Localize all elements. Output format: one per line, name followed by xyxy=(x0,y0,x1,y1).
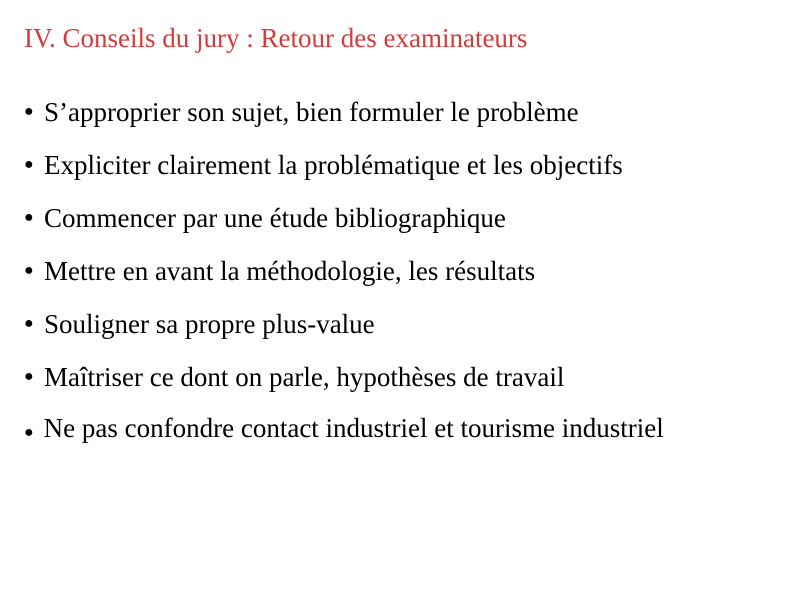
bullet-text: Expliciter clairement la problématique et les objectifs xyxy=(44,150,623,180)
bullet-item xyxy=(24,359,759,395)
bullet-text: Maîtriser ce dont on parle, hypothèses de travail xyxy=(44,362,565,392)
bullet-dot-icon: ● xyxy=(24,315,34,332)
bullet-list xyxy=(24,94,759,412)
bullet-dot-icon: ● xyxy=(24,368,34,385)
bullet-item xyxy=(24,94,759,130)
bullet-dot-icon: ● xyxy=(24,103,34,120)
bullet-item-wrapped xyxy=(24,410,759,451)
bullet-item xyxy=(24,200,759,236)
bullet-item xyxy=(24,253,759,289)
bullet-text: Commencer par une étude bibliographique xyxy=(44,203,506,233)
bullet-text: Ne pas confondre contact industriel et tourisme industriel xyxy=(43,413,664,443)
bullet-dot-icon: ● xyxy=(24,156,34,173)
bullet-dot-icon: ● xyxy=(24,209,34,226)
bullet-dot-icon: ● xyxy=(24,262,34,279)
slide-title: IV. Conseils du jury : Retour des examinateurs xyxy=(24,23,528,53)
bullet-item xyxy=(24,306,759,342)
bullet-text: S’approprier son sujet, bien formuler le problème xyxy=(44,97,579,127)
bullet-dot-icon: ● xyxy=(24,424,34,441)
bullet-text: Mettre en avant la méthodologie, les résultats xyxy=(44,256,536,286)
bullet-item xyxy=(24,147,759,183)
bullet-text: Souligner sa propre plus-value xyxy=(44,309,375,339)
